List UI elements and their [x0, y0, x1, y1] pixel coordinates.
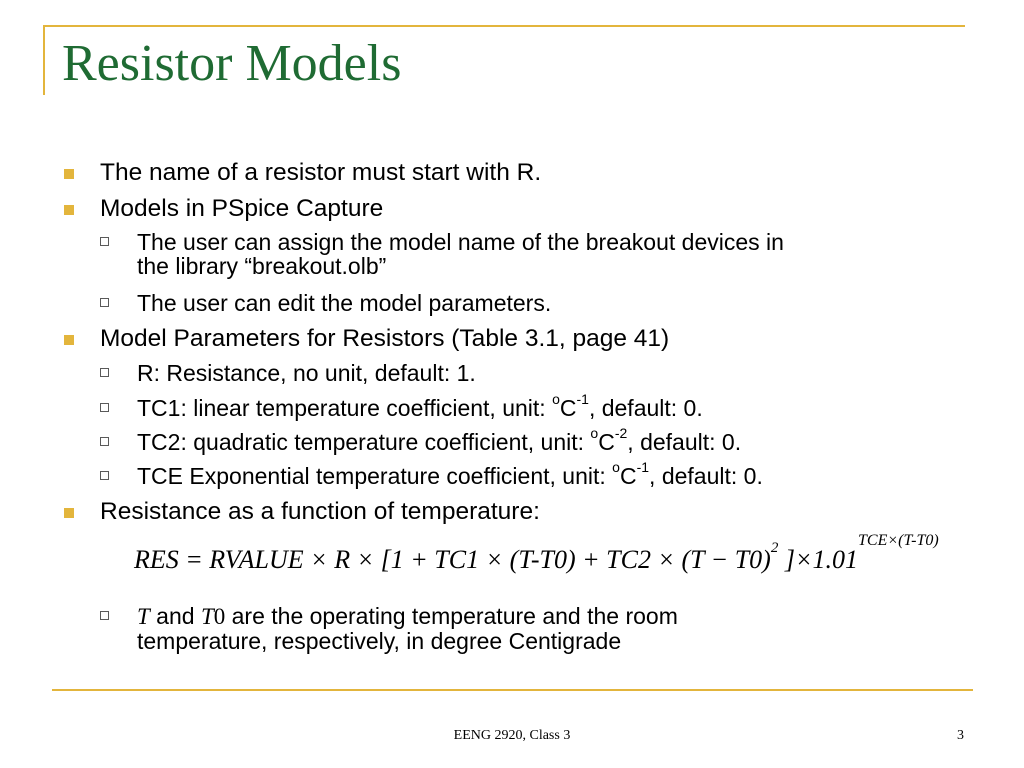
hollow-square-bullet-icon: [100, 403, 109, 412]
square-bullet-icon: [64, 508, 74, 518]
subbullet-assign-model: The user can assign the model name of the breakout devices in the library “breakout.olb”: [137, 230, 784, 278]
subbullet-param-tc1: TC1: linear temperature coefficient, unit: $^oC^{-1}$, default: 0.: [137, 396, 703, 420]
footer-course: EENG 2920, Class 3: [453, 728, 571, 743]
subbullet-edit-parameters: The user can edit the model parameters.: [137, 291, 551, 315]
bullet-resistor-name: The name of a resistor must start with R.: [100, 159, 541, 187]
hollow-square-bullet-icon: [100, 237, 109, 246]
resistance-equation: RES = RVALUE × $R \times [1 + TC1 \times (T-T0) + TC2 \times (T - T0)^2$ ]$\times 1.01^{TCE\times(T-T0)}$: [134, 532, 939, 574]
subbullet-param-r: R: Resistance, no unit, default: 1.: [137, 361, 476, 385]
bullet-model-parameters: Model Parameters for Resistors (Table 3.1, page 41): [100, 325, 669, 353]
bullet-resistance-function: Resistance as a function of temperature:: [100, 498, 540, 526]
hollow-square-bullet-icon: [100, 611, 109, 620]
hollow-square-bullet-icon: [100, 368, 109, 377]
subbullet-temperature-def: T and T0 are the operating temperature and the room temperature, respectively, in degree Centigrade: [137, 604, 678, 653]
slide-title: Resistor Models: [62, 35, 402, 92]
square-bullet-icon: [64, 169, 74, 179]
page-number: 3: [957, 728, 964, 743]
subbullet-param-tce: TCE Exponential temperature coefficient, unit: $^oC^{-1}$, default: 0.: [137, 464, 763, 488]
frame-left-line: [43, 25, 45, 95]
frame-bottom-line: [52, 689, 973, 691]
bullet-models-pspice: Models in PSpice Capture: [100, 195, 383, 223]
hollow-square-bullet-icon: [100, 298, 109, 307]
square-bullet-icon: [64, 335, 74, 345]
hollow-square-bullet-icon: [100, 437, 109, 446]
frame-top-line: [43, 25, 965, 27]
square-bullet-icon: [64, 205, 74, 215]
hollow-square-bullet-icon: [100, 471, 109, 480]
subbullet-param-tc2: TC2: quadratic temperature coefficient, unit: $^oC^{-2}$, default: 0.: [137, 430, 741, 454]
